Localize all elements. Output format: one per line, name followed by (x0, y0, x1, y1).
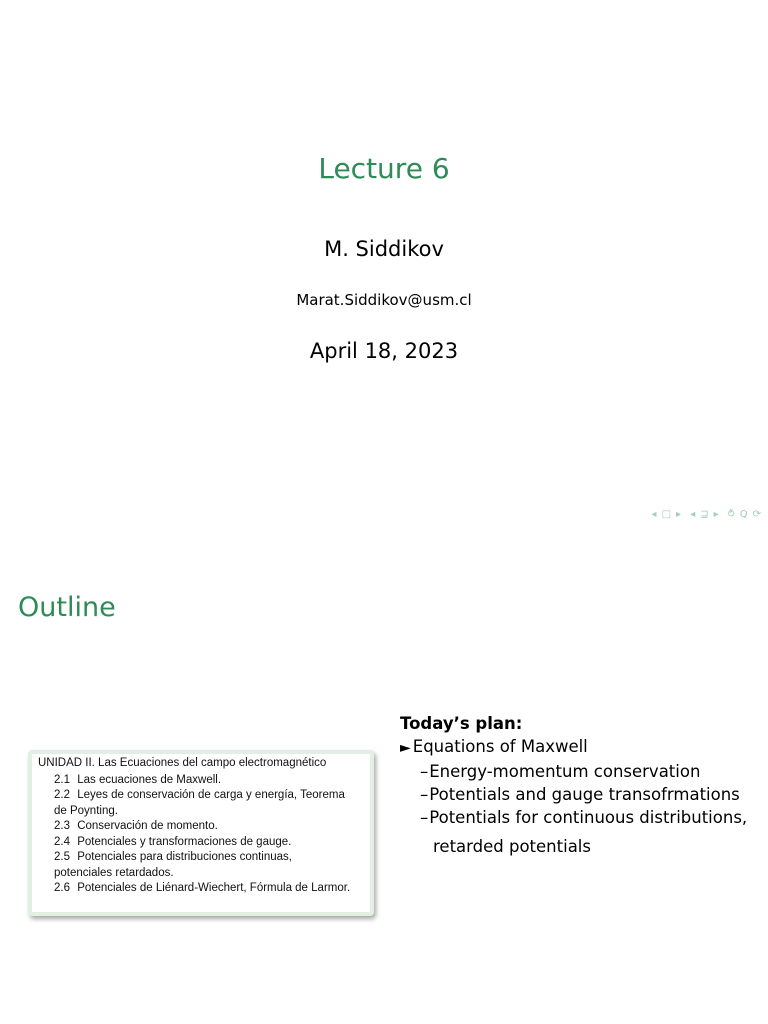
nav-prev-frame-icon[interactable]: ◂ (651, 509, 658, 520)
unidad-item: 2.3 Conservación de momento. (54, 820, 218, 832)
plan-subitem: –Potentials for continuous distributions, (420, 808, 748, 827)
plan-subitem-continuation: retarded potentials (433, 837, 591, 856)
lecture-date: April 18, 2023 (309, 339, 459, 363)
beamer-navigation-bar[interactable] (648, 509, 762, 520)
lecture-title: Lecture 6 (318, 152, 450, 185)
unidad-syllabus-box (28, 750, 374, 916)
nav-search-icon[interactable]: Q (739, 509, 749, 520)
author-email: Marat.Siddikov@usm.cl (296, 291, 472, 309)
nav-next-section-icon[interactable]: ▸ (713, 509, 720, 520)
plan-subitem: –Energy-momentum conservation (420, 762, 701, 781)
unidad-item: 2.4 Potenciales y transformaciones de gauge. (54, 835, 292, 848)
unidad-item-continuation: de Poynting. (54, 804, 118, 817)
unidad-item: 2.2 Leyes de conservación de carga y energía, Teorema (54, 789, 345, 801)
unidad-item: 2.5 Potenciales para distribuciones continuas, (54, 851, 292, 863)
todays-plan (400, 712, 760, 858)
nav-section-icon[interactable]: ⊒ (700, 509, 710, 520)
triangle-bullet-icon: ► (400, 740, 411, 756)
unidad-item: 2.1 Las ecuaciones de Maxwell. (54, 773, 222, 786)
unidad-item-continuation: potenciales retardados. (54, 866, 174, 879)
author-name: M. Siddikov (324, 237, 444, 261)
nav-next-frame-icon[interactable]: ▸ (676, 509, 683, 520)
outline-slide (0, 509, 768, 1024)
plan-subitem: –Potentials and gauge transofrmations (420, 785, 740, 804)
nav-prev-section-icon[interactable]: ◂ (690, 509, 697, 520)
nav-back-icon[interactable]: ⥁ (727, 509, 736, 520)
nav-frame-icon[interactable]: □ (661, 509, 673, 520)
unidad-heading: UNIDAD II. Las Ecuaciones del campo electromagnético (38, 757, 327, 769)
frame-title: Outline (18, 592, 116, 623)
nav-forward-icon[interactable]: ⟳ (752, 509, 762, 520)
plan-heading: Today’s plan: (400, 714, 523, 733)
unidad-item: 2.6 Potenciales de Liénard-Wiechert, Fórmula de Larmor. (54, 882, 351, 894)
plan-bullet: ► Equations of Maxwell (400, 737, 588, 756)
